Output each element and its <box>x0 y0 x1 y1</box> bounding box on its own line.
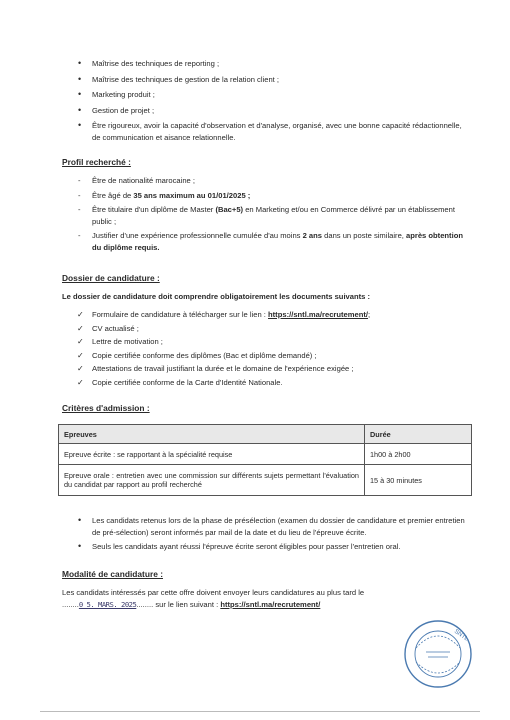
list-item: ✓ Copie certifiée conforme des diplômes (Bac et diplôme demandé) ; <box>74 350 466 362</box>
table-row <box>59 465 472 496</box>
section-heading-modalite: Modalité de candidature : <box>62 569 163 579</box>
list-item: • Marketing produit ; <box>74 89 466 101</box>
list-item: ✓ Attestations de travail justifiant la durée et le domaine de l'expérience exigée ; <box>74 363 466 375</box>
table-header-epreuves: Epreuves <box>59 425 365 444</box>
table-header-row <box>59 425 472 444</box>
criteres-table <box>58 424 472 496</box>
dossier-list <box>74 309 466 389</box>
list-item: - Justifier d'une expérience professionnelle cumulée d'au moins 2 ans dans un poste similaire, après obtention du diplôme requis. <box>74 230 466 253</box>
dossier-intro: Le dossier de candidature doit comprendre obligatoirement les documents suivants : <box>62 292 371 301</box>
modalite-text: Les candidats intéressés par cette offre doivent envoyer leurs candidatures au plus tard le ........0 5. MARS. 2025........ sur le lien suivant : https://sntl.ma/recrutement/ <box>62 588 365 609</box>
section-heading-dossier: Dossier de candidature : <box>62 273 160 283</box>
list-item: • Être rigoureux, avoir la capacité d'observation et d'analyse, organisé, avec une bonne capacité rédactionnelle, de communication et aisance relationnelle. <box>74 120 466 143</box>
table-cell: 15 à 30 minutes <box>365 465 472 496</box>
list-item: - Être titulaire d'un diplôme de Master (Bac+5) en Marketing et/ou en Commerce délivré par un établissement public ; <box>74 204 466 227</box>
list-item: ✓ CV actualisé ; <box>74 323 466 335</box>
profil-list <box>74 175 466 254</box>
skills-list <box>74 58 466 144</box>
list-item: • Gestion de projet ; <box>74 105 466 117</box>
list-item: ✓ Lettre de motivation ; <box>74 336 466 348</box>
list-item: • Seuls les candidats ayant réussi l'épreuve écrite seront éligibles pour passer l'entretien oral. <box>74 541 470 553</box>
table-row <box>59 444 472 465</box>
recrutement-link[interactable]: https://sntl.ma/recrutement/ <box>268 310 369 319</box>
list-item: • Maîtrise des techniques de reporting ; <box>74 58 466 70</box>
recrutement-link[interactable]: https://sntl.ma/recrutement/ <box>220 599 321 609</box>
notes-list <box>74 515 470 553</box>
table-cell: Epreuve orale : entretien avec une commission sur différents sujets permettant l'évaluation du candidat par rapport au profil recherché <box>59 465 365 496</box>
svg-text:SNTL: SNTL <box>452 628 469 643</box>
section-heading-profil: Profil recherché : <box>62 157 131 167</box>
list-item: ✓ Copie certifiée conforme de la Carte d'Identité Nationale. <box>74 377 466 389</box>
table-header-duree: Durée <box>365 425 472 444</box>
section-heading-criteres: Critères d'admission : <box>62 403 150 413</box>
table-cell: Epreuve écrite : se rapportant à la spécialité requise <box>59 444 365 465</box>
list-item: • Les candidats retenus lors de la phase de présélection (examen du dossier de candidature et premier entretien de pré-sélection) seront informés par mail de la date et du lieu de l'épreuve écrite. <box>74 515 470 538</box>
list-item: - Être de nationalité marocaine ; <box>74 175 466 187</box>
company-stamp <box>402 618 474 690</box>
bottom-divider <box>40 711 480 712</box>
handwritten-date: 0 5. MARS. 2025 <box>78 599 137 609</box>
table-cell: 1h00 à 2h00 <box>365 444 472 465</box>
list-item: • Maîtrise des techniques de gestion de la relation client ; <box>74 74 466 86</box>
list-item: ✓ Formulaire de candidature à télécharger sur le lien : https://sntl.ma/recrutement/; <box>74 309 466 321</box>
list-item: - Être âgé de 35 ans maximum au 01/01/2025 ; <box>74 190 466 202</box>
